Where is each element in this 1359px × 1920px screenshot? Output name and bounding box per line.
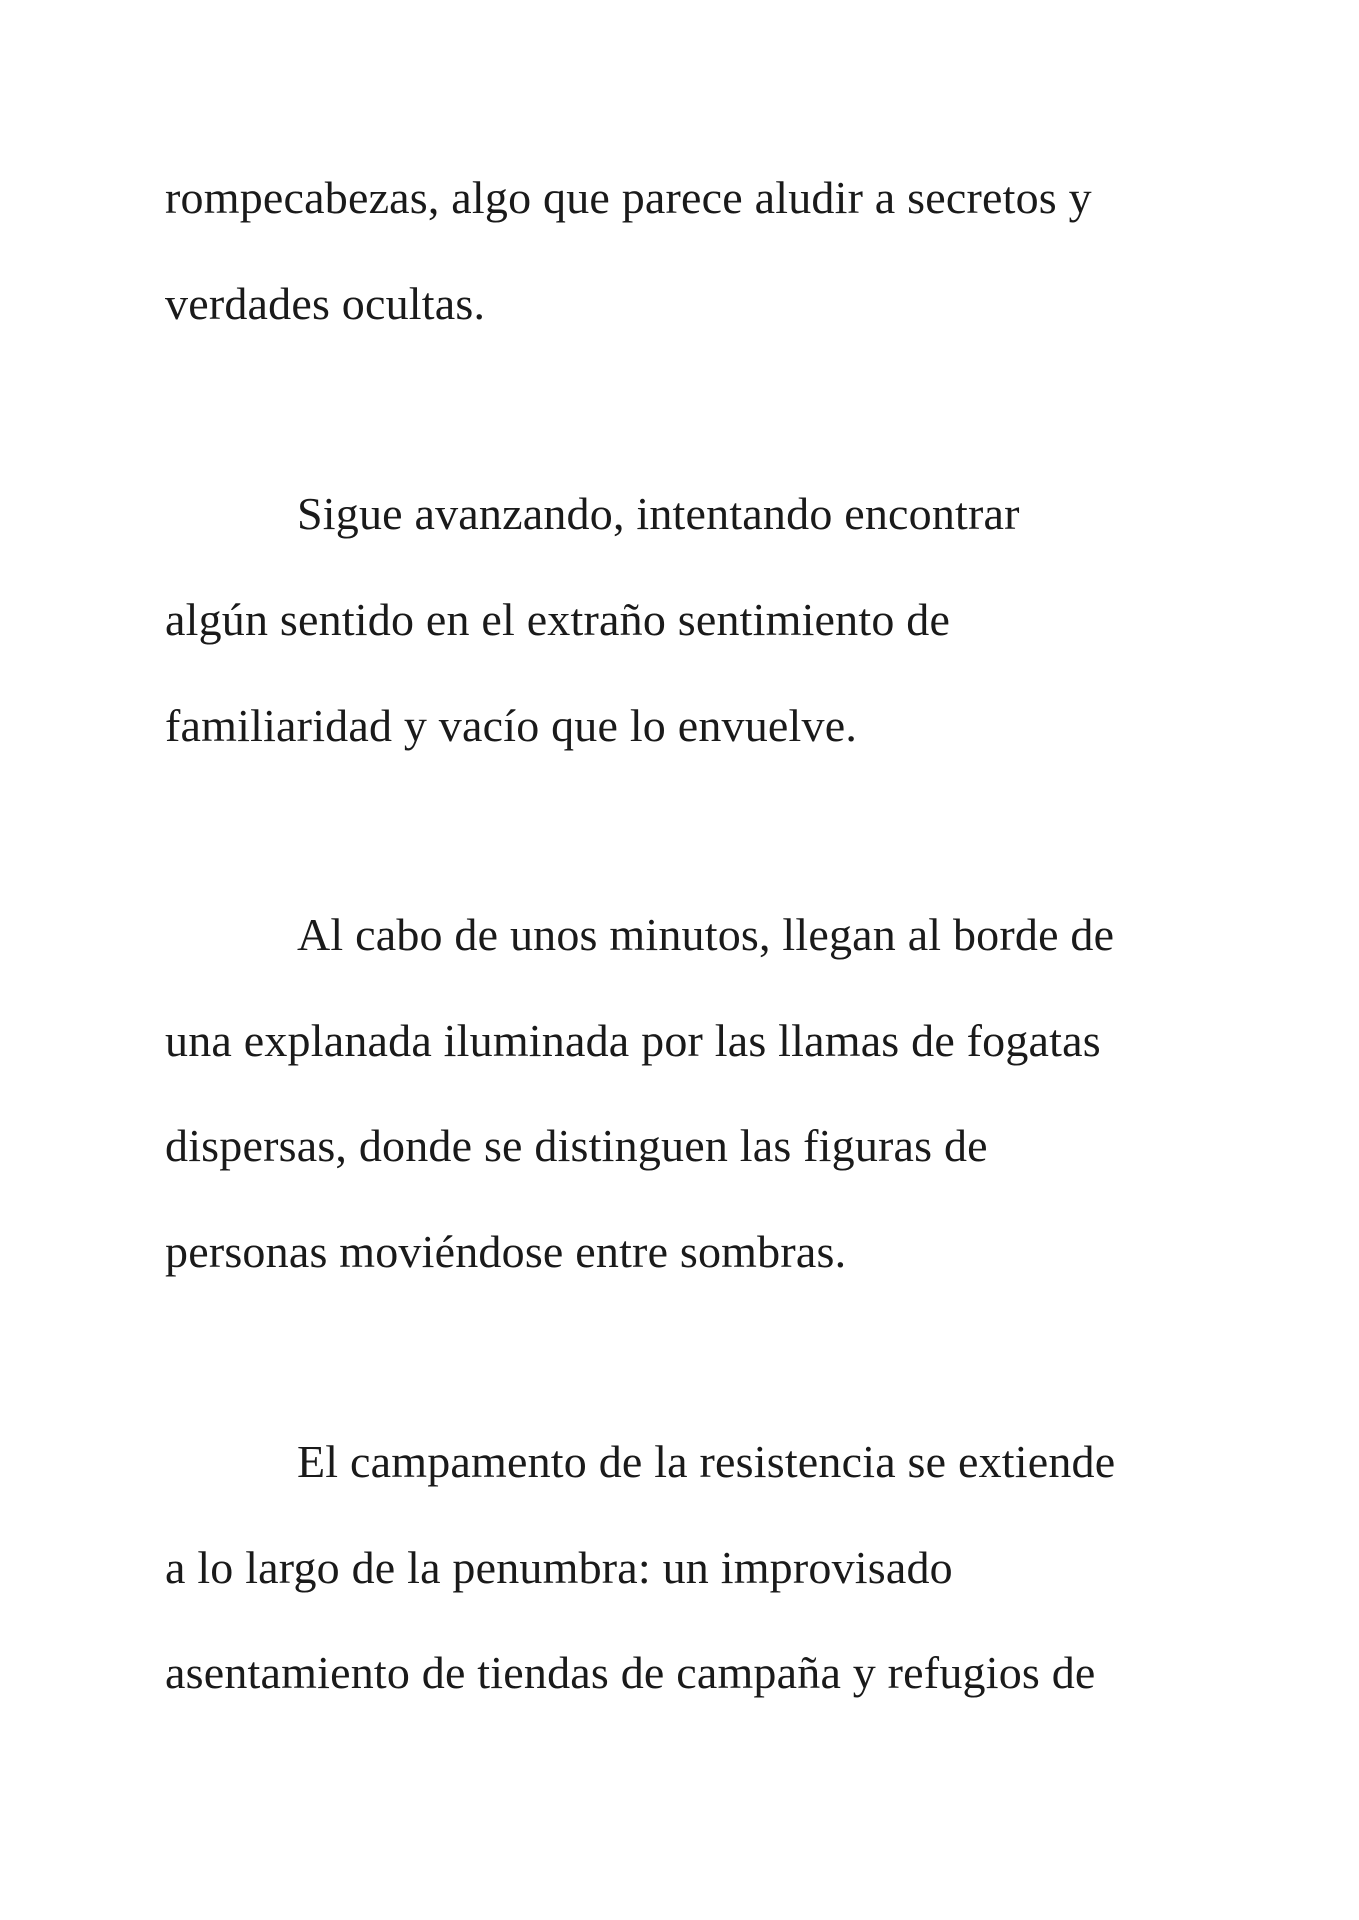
paragraph-line: familiaridad y vacío que lo envuelve. [165,700,858,751]
paragraph-line: personas moviéndose entre sombras. [165,1226,847,1277]
paragraph-line: algún sentido en el extraño sentimiento de [165,594,951,645]
paragraph-line: rompecabezas, algo que parece aludir a secretos y [165,172,1092,223]
paragraph-line: Al cabo de unos minutos, llegan al borde de [297,909,1115,960]
paragraph-line: El campamento de la resistencia se extiende [297,1436,1116,1487]
paragraph-line: asentamiento de tiendas de campaña y refugios de [165,1647,1096,1698]
paragraph-line: a lo largo de la penumbra: un improvisado [165,1542,953,1593]
paragraph-line: verdades ocultas. [165,278,486,329]
paragraph-line: Sigue avanzando, intentando encontrar [297,488,1020,539]
paragraph-line: dispersas, donde se distinguen las figuras de [165,1120,988,1171]
paragraph-line: una explanada iluminada por las llamas de fogatas [165,1015,1101,1066]
